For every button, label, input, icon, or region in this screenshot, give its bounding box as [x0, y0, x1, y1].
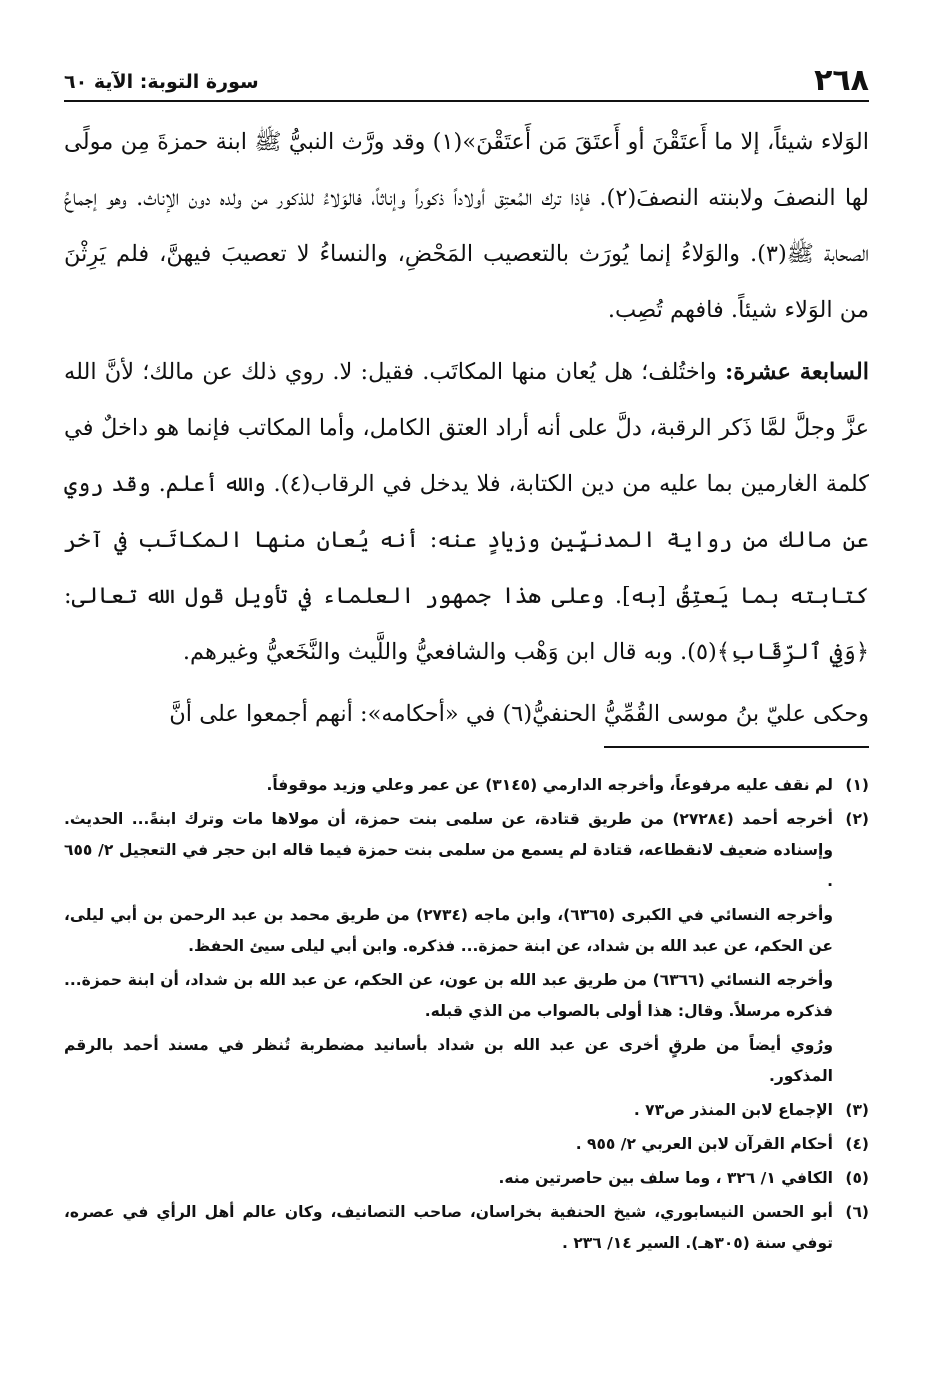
footnote-text: أبو الحسن النيسابوري، شيخ الحنفية بخراسان، صاحب التصانيف، وكان عالم أهل الرأي في عصره، توفي سنة (٣٠٥هـ). السير ١٤/ ٢٣٦ . [64, 1203, 833, 1252]
running-title: سورة التوبة: الآية ٦٠ [64, 71, 259, 93]
footnote-2-continuation: ورُوي أيضاً من طرقٍ أخرى عن عبد الله بن شداد بأسانيد مضطربة تُنظر في مسند أحمد بالرقم المذكور. [64, 1036, 833, 1085]
footnote-6 [64, 1197, 869, 1259]
footnote-2 [64, 804, 869, 897]
footnote-4 [64, 1129, 869, 1160]
footnote-1 [64, 770, 869, 801]
paragraph-2 [64, 344, 869, 680]
paragraph-2-text: واختُلف؛ هل يُعان منها المكاتَب. فقيل: لا. روي ذلك عن مالك؛ لأنَّ الله عزَّ وجلَّ لمَّا ذَكر الرقبة، دلَّ على أنه أراد العتق الكامل، وأما المكاتب فإنما هو داخلٌ في كلمة الغارمين بما عليه من دين الكتابة، فلا يدخل في الرقاب(٤). والله أعلم. وقد روي عن مالك من رواية المدنيِّين وزيادٍ عنه: أنه يُعان منها المكاتَب في آخر كتابته بما يَعتِقُ [به]. وعلى هذا جمهور العلماء في تأويل قول الله تعالى: ﴿وَفِي ٱلرِّقَابِ﴾(٥). وبه قال ابن وَهْب والشافعيُّ واللَّيث والنَّخَعيُّ وغيرهم. [64, 359, 869, 665]
page-header [64, 60, 869, 102]
footnote-number: (٣) [845, 1101, 869, 1119]
paragraph-3: وحكى عليّ بنُ موسى القُمِّيُّ الحنفيُّ(٦) في «أحكامه»: أنهم أجمعوا على أنَّ [169, 701, 869, 727]
footnote-divider [604, 746, 869, 748]
footnote-2-continuation: وأخرجه النسائي (٦٣٦٦) من طريق عبد الله بن عون، عن الحكم، عن عبد الله بن شداد، أن ابنة حمزة... فذكره مرسلاً. وقال: هذا أولى بالصواب من الذي قبله. [64, 971, 833, 1020]
footnote-number: (٤) [845, 1135, 869, 1153]
main-text [64, 114, 869, 742]
footnote-text: الكافي ١/ ٣٢٦ ، وما سلف بين حاصرتين منه. [498, 1169, 833, 1187]
footnote-number: (٢) [845, 810, 869, 828]
footnote-text: أحكام القرآن لابن العربي ٢/ ٩٥٥ . [575, 1135, 833, 1153]
paragraph-1: الوَلاء شيئاً، إلا ما أَعتَقْنَ أو أَعتَقَ مَن أَعتَقْنَ»(١) وقد ورَّث النبيُّ ﷺ ابنة حمزةَ مِن مولًى لها النصفَ ولابنته النصفَ(٢). فإذا ترك المُعتِق أولاداً ذكوراً وإناثاً، فالوَلاءُ للذكور من ولده دون الإناث. وهو إجماعُ الصحابة ﷺ(٣). والوَلاءُ إنما يُورَث بالتعصيب المَحْضِ، والنساءُ لا تعصيبَ فيهنَّ، فلم يَرِثْنَ من الوَلاء شيئاً. فافهم تُصِب. [64, 129, 870, 323]
footnote-2-continuation: وأخرجه النسائي في الكبرى (٦٣٦٥)، وابن ماجه (٢٧٣٤) من طريق محمد بن عبد الرحمن بن أبي ليلى، عن الحكم، عن عبد الله بن شداد، عن ابنة حمزة... فذكره. وابن أبي ليلى سيئ الحفظ. [64, 906, 833, 955]
footnote-text: الإجماع لابن المنذر ص٧٣ . [633, 1101, 833, 1119]
paragraph-2-lead: السابعة عشرة: [724, 359, 870, 385]
footnotes [64, 770, 869, 1259]
footnote-number: (١) [845, 776, 869, 794]
footnote-number: (٥) [845, 1169, 869, 1187]
footnote-5 [64, 1163, 869, 1194]
footnote-text: لم نقف عليه مرفوعاً، وأخرجه الدارمي (٣١٤٥) عن عمر وعلي وزيد موقوفاً. [266, 776, 833, 794]
footnote-number: (٦) [845, 1203, 869, 1221]
page-number: ٢٦٨ [814, 63, 869, 98]
footnote-3 [64, 1095, 869, 1126]
footnote-text: أخرجه أحمد (٢٧٢٨٤) من طريق قتادة، عن سلمى بنت حمزة، أن مولاها مات وترك ابنةً... الحديث. وإسناده ضعيف لانقطاعه، قتادة لم يسمع من سلمى بنت حمزة فيما قاله ابن حجر في التعجيل ٢/ ٦٥٥ . [64, 810, 833, 890]
